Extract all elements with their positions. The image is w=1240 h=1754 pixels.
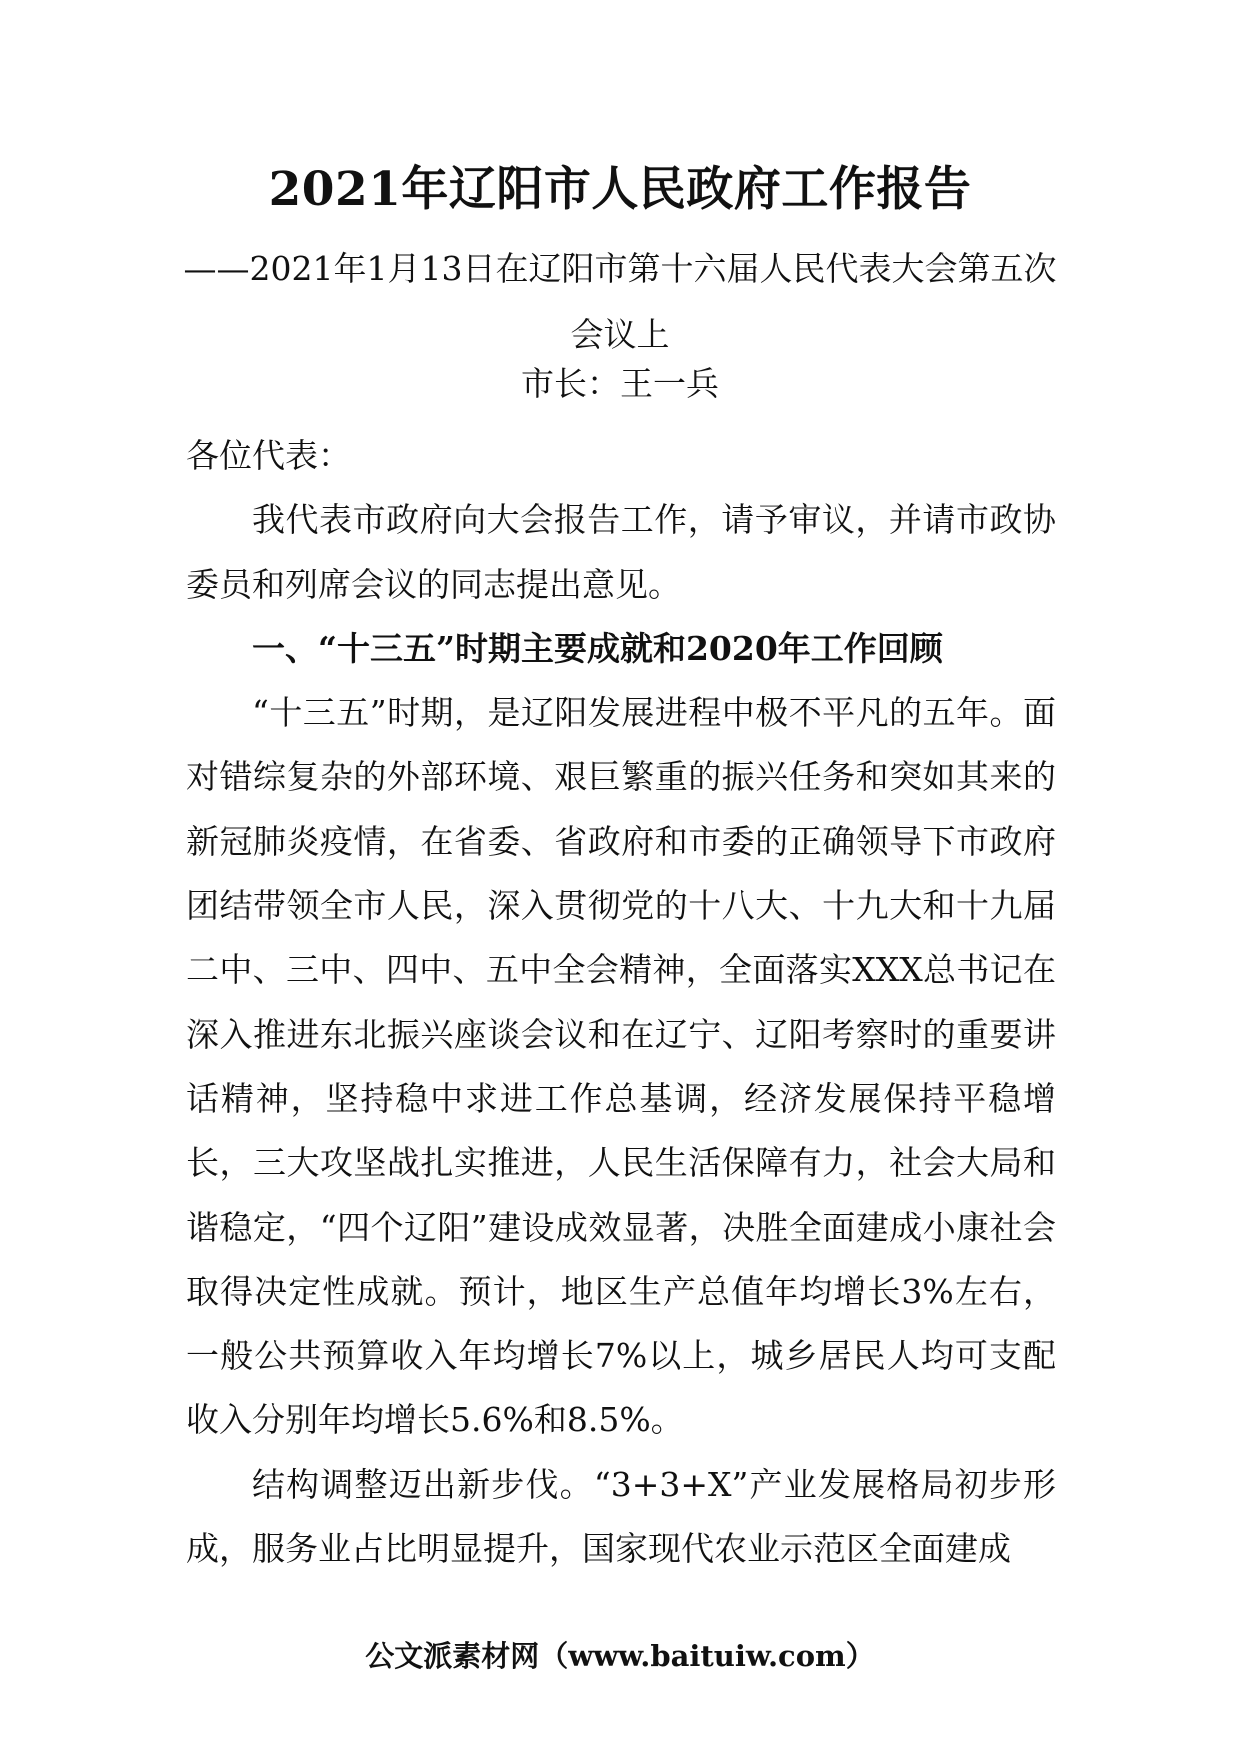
document-body — [186, 424, 1056, 1581]
salutation: 各位代表： — [186, 436, 351, 475]
paragraph-intro: 我代表市政府向大会报告工作，请予审议，并请市政协委员和列席会议的同志提出意见。 — [186, 500, 1056, 604]
footer-watermark: 公文派素材网（www.baituiw.com） — [365, 1639, 875, 1673]
paragraph-structure: 结构调整迈出新步伐。“3+3+X”产业发展格局初步形成，服务业占比明显提升，国家现代农业示范区全面建成 — [186, 1464, 1056, 1569]
document-subtitle: ——2021年1月13日在辽阳市第十六届人民代表大会第五次会议上 — [183, 249, 1057, 354]
document-author: 市长：王一兵 — [521, 364, 719, 403]
section-heading-1: 一、“十三五”时期主要成就和2020年工作回顾 — [252, 628, 943, 668]
document-title: 2021年辽阳市人民政府工作报告 — [268, 162, 972, 217]
paragraph-achievements: “十三五”时期，是辽阳发展进程中极不平凡的五年。面对错综复杂的外部环境、艰巨繁重的振兴任务和突如其来的新冠肺炎疫情，在省委、省政府和市委的正确领导下市政府团结带领全市人民，深入贯彻党的十八大、十九大和十九届二中、三中、四中、五中全会精神，全面落实XXX总书记在深入推进东北振兴座谈会议和在辽宁、辽阳考察时的重要讲话精神，坚持稳中求进工作总基调，经济发展保持平稳增长，三大攻坚战扎实推进，人民生活保障有力，社会大局和谐稳定，“四个辽阳”建设成效显著，决胜全面建成小康社会取得决定性成就。预计，地区生产总值年均增长3%左右，一般公共预算收入年均增长7%以上，城乡居民人均可支配收入分别年均增长5.6%和8.5%。 — [186, 693, 1056, 1440]
